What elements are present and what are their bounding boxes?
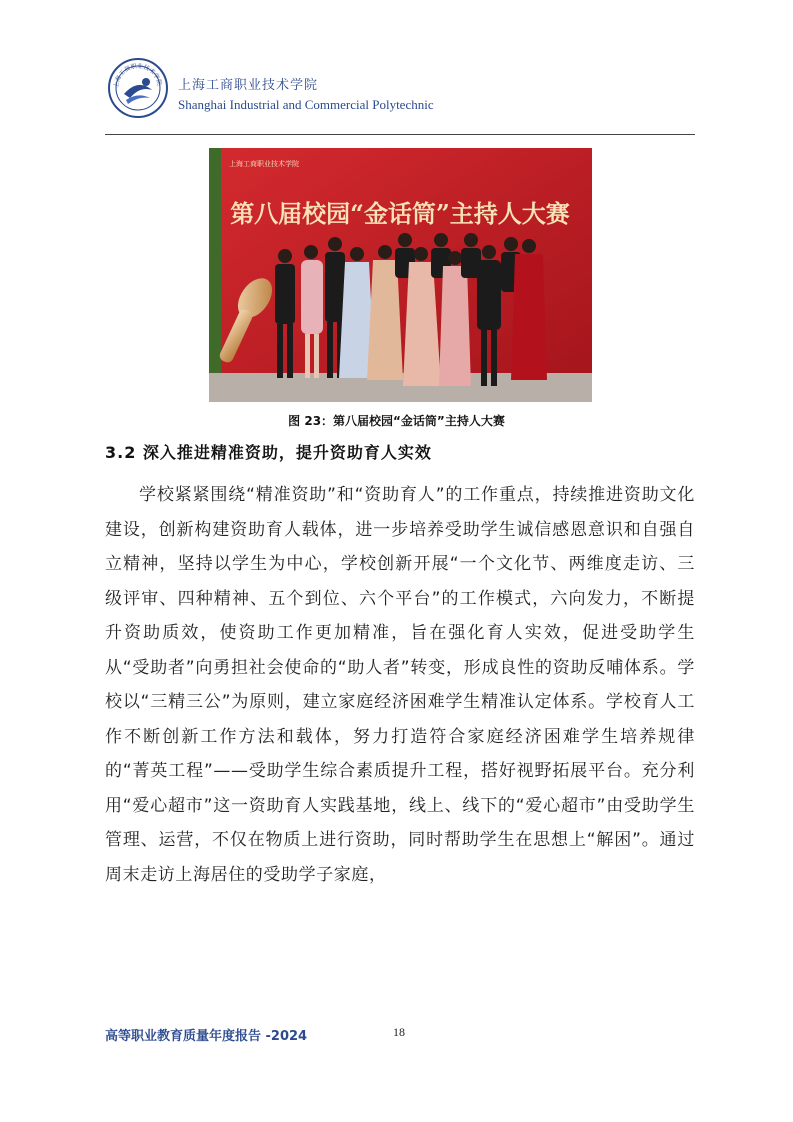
banner-title-text: 第八届校园“金话筒”主持人大赛 [230, 199, 570, 228]
school-logo-icon [108, 58, 168, 118]
figure-caption: 图 23：第八届校园“金话筒”主持人大赛 [288, 414, 505, 428]
school-name-en: Shanghai Industrial and Commercial Polytechnic [178, 97, 434, 112]
logo-ring-text: 上海工商职业技术学院 [112, 62, 163, 89]
section-heading: 3.2 深入推进精准资助，提升资助育人实效 [105, 443, 432, 462]
event-photo [209, 148, 592, 402]
event-photo-illustration [209, 148, 592, 402]
page-number: 18 [393, 1025, 405, 1039]
school-name-cn: 上海工商职业技术学院 [178, 78, 319, 93]
header-divider [105, 134, 695, 135]
banner-org-text: 上海工商职业技术学院 [229, 160, 299, 168]
body-paragraph: 学校紧紧围绕“精准资助”和“资助育人”的工作重点，持续推进资助文化建设，创新构建资助育人载体，进一步培养受助学生诚信感恩意识和自强自立精神，坚持以学生为中心，学校创新开展“一个文化节、两维度走访、三级评审、四种精神、五个到位、六个平台”的工作模式，六向发力，不断提升资助质效，使资助工作更加精准，旨在强化育人实效，促进受助学生从“受助者”向勇担社会使命的“助人者”转变，形成良性的资助反哺体系。学校以“三精三公”为原则，建立家庭经济困难学生精准认定体系。学校育人工作不断创新工作方法和载体，努力打造符合家庭经济困难学生培养规律的“菁英工程”——受助学生综合素质提升工程，搭好视野拓展平台。充分利用“爱心超市”这一资助育人实践基地，线上、线下的“爱心超市”由受助学生管理、运营，不仅在物质上进行资助，同时帮助学生在思想上“解困”。通过周末走访上海居住的受助学子家庭， [105, 485, 695, 885]
footer-report-title: 高等职业教育质量年度报告 -2024 [105, 1029, 308, 1044]
